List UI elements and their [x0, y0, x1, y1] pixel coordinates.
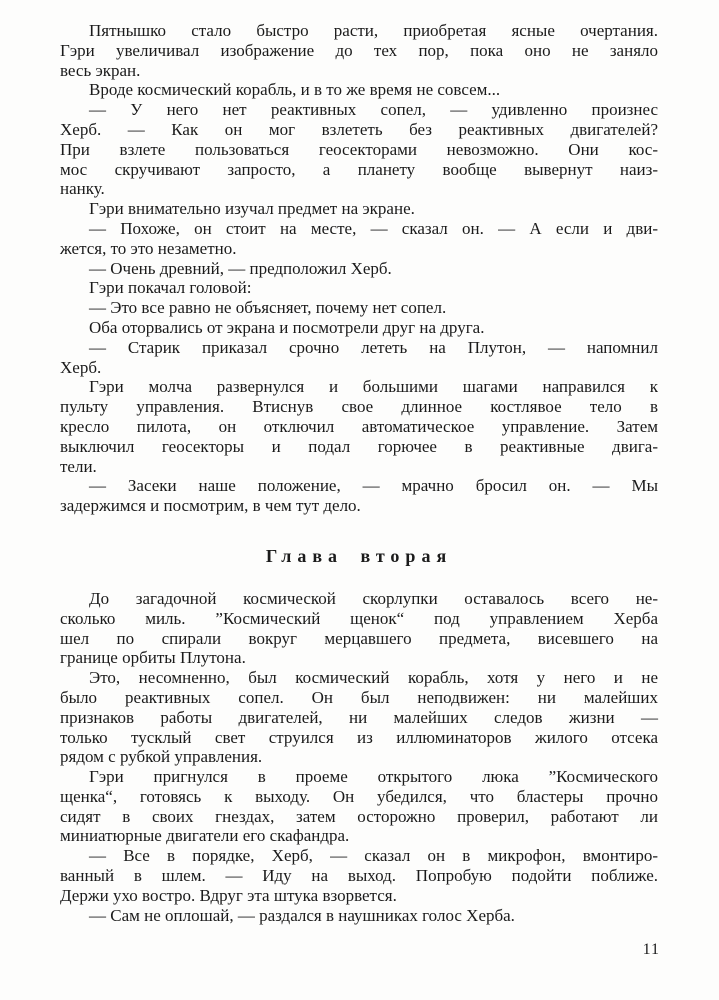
paragraph	[60, 21, 658, 80]
page-number: 11	[642, 941, 660, 958]
paragraph	[60, 259, 658, 279]
paragraph	[60, 476, 658, 516]
page-body	[60, 21, 658, 925]
text-line: сколько миль. ”Космический щенок“ под управлением Херба	[60, 608, 658, 628]
text-line: Гэри пригнулся в проеме открытого люка ”Космического	[89, 767, 658, 787]
paragraph	[60, 338, 658, 378]
paragraph	[60, 199, 658, 219]
text-line: ванный в шлем. — Иду на выход. Попробую подойти поближе.	[60, 866, 658, 886]
text-line: границе орбиты Плутона.	[60, 648, 246, 668]
text-line: — Сам не оплошай, — раздался в наушниках голос Херба.	[89, 905, 515, 925]
chapter-heading: Глава вторая	[265, 545, 453, 566]
text-line: жется, то это незаметно.	[60, 238, 237, 258]
text-line: кресло пилота, он отключил автоматическое управление. Затем	[60, 416, 658, 436]
text-line: До загадочной космической скорлупки оставалось всего не-	[89, 588, 658, 608]
text-line: Гэри покачал головой:	[89, 278, 252, 298]
text-line: миниатюрные двигатели его скафандра.	[60, 826, 350, 846]
text-line: признаков работы двигателей, ни малейших следов жизни —	[60, 707, 658, 727]
text-line: Херб. — Как он мог взлететь без реактивных двигателей?	[60, 119, 658, 139]
paragraph	[60, 589, 658, 668]
text-line: Вроде космический корабль, и в то же время не совсем...	[89, 80, 501, 100]
paragraph	[60, 298, 658, 318]
text-line: При взлете пользоваться геосекторами невозможно. Они кос-	[60, 139, 658, 159]
text-line: Держи ухо востро. Вдруг эта штука взорвется.	[60, 885, 397, 905]
text-line: рядом с рубкой управления.	[60, 747, 263, 767]
paragraph	[60, 219, 658, 259]
text-line: Пятнышко стало быстро расти, приобретая ясные очертания.	[89, 21, 658, 40]
text-line: — Засеки наше положение, — мрачно бросил он. — Мы	[89, 476, 658, 496]
text-line: тели.	[60, 456, 97, 476]
paragraph	[60, 377, 658, 476]
paragraph	[60, 100, 658, 199]
paragraph	[60, 906, 658, 926]
text-line: Гэри внимательно изучал предмет на экране.	[89, 199, 415, 219]
text-line: — Старик приказал срочно лететь на Плутон, — напомнил	[89, 337, 658, 357]
paragraph	[60, 668, 658, 767]
text-line: выключил геосекторы и подал горючее в реактивные двига-	[60, 436, 658, 456]
text-line: сидят в своих гнездах, затем осторожно проверил, работают ли	[60, 806, 658, 826]
text-line: — Очень древний, — предположил Херб.	[89, 258, 392, 278]
paragraph	[60, 846, 658, 905]
text-line: — Похоже, он стоит на месте, — сказал он. — А если и дви-	[89, 218, 658, 238]
text-line: мос скручивают запросто, а планету вообще вывернут наиз-	[60, 159, 658, 179]
text-line: шел по спирали вокруг мерцавшего предмета, висевшего на	[60, 628, 658, 648]
text-line: только тусклый свет струился из иллюминаторов жилого отсека	[60, 727, 658, 747]
text-line: весь экран.	[60, 60, 141, 80]
paragraph	[60, 278, 658, 298]
text-line: Херб.	[60, 357, 102, 377]
text-line: было реактивных сопел. Он был неподвижен: ни малейших	[60, 687, 658, 707]
text-line: Гэри увеличивал изображение до тех пор, пока оно не заняло	[60, 40, 658, 60]
text-line: — У него нет реактивных сопел, — удивленно произнес	[89, 100, 658, 120]
paragraph	[60, 767, 658, 846]
text-line: нанку.	[60, 179, 105, 199]
text-line: Оба оторвались от экрана и посмотрели друг на друга.	[89, 317, 485, 337]
text-line: — Это все равно не объясняет, почему нет сопел.	[89, 298, 447, 318]
text-line: задержимся и посмотрим, в чем тут дело.	[60, 496, 361, 516]
paragraph	[60, 80, 658, 100]
text-line: Это, несомненно, был космический корабль, хотя у него и не	[89, 668, 658, 688]
text-line: щенка“, готовясь к выходу. Он убедился, что бластеры прочно	[60, 786, 658, 806]
paragraph	[60, 318, 658, 338]
text-line: — Все в порядке, Херб, — сказал он в микрофон, вмонтиро-	[89, 846, 658, 866]
text-line: Гэри молча развернулся и большими шагами направился к	[89, 377, 658, 397]
text-line: пульту управления. Втиснув свое длинное костлявое тело в	[60, 397, 658, 417]
